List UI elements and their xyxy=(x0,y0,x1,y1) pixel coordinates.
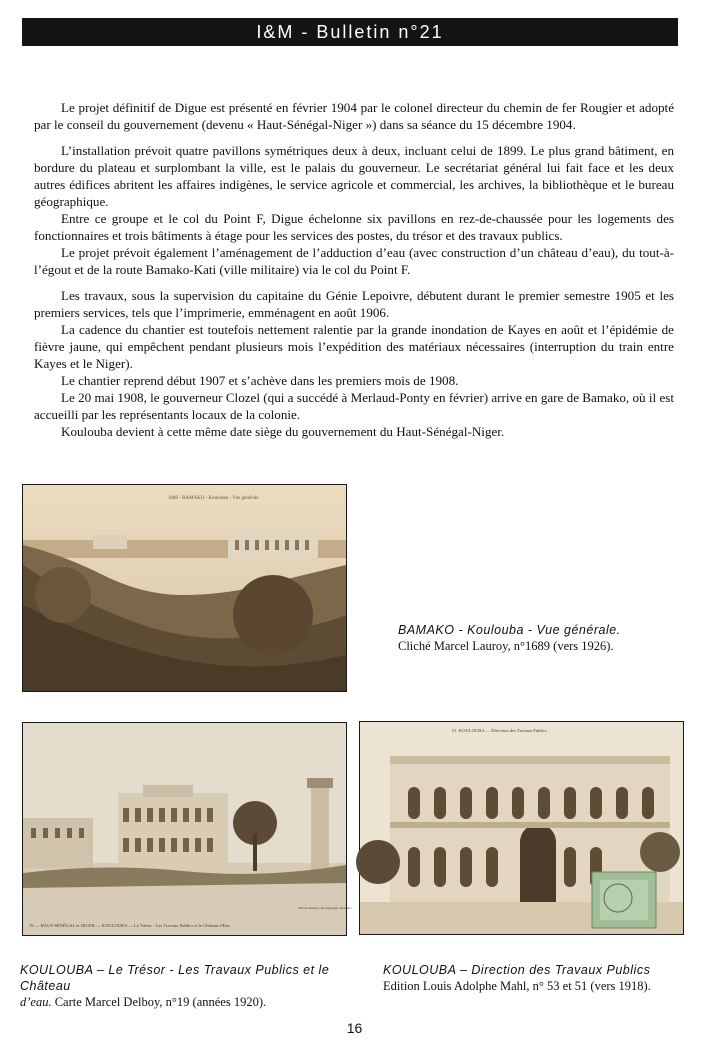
photo2-caption-continuation: d’eau. xyxy=(20,995,52,1009)
paragraph: Le chantier reprend début 1907 et s’achève dans les premiers mois de 1908. xyxy=(61,373,459,388)
photo2-caption-credit-line xyxy=(20,994,360,1010)
paragraph: Les travaux, sous la supervision du capitaine du Génie Lepoivre, débutent durant le premier semestre 1905 et les premiers services, tels que l’imprimerie, emménagent en août 1906. xyxy=(34,288,674,320)
paragraph: Entre ce groupe et le col du Point F, Digue échelonne six pavillons en rez-de-chaussée pour les logements des fonctionnaires et trois bâtiments à étage pour les services des postes, du trésor et des travaux publics. xyxy=(34,211,674,243)
bulletin-title: I&M - Bulletin n°21 xyxy=(256,22,444,42)
photo2-caption-title: KOULOUBA – Le Trésor - Les Travaux Publics et le Château xyxy=(20,963,330,993)
photo2-printed-credit: Marcel Delboy, photographe, Bamako xyxy=(298,906,352,910)
photo1-caption xyxy=(398,622,688,654)
photo2-printed-text: 19 — HAUT-SÉNÉGAL et NIGER — KOULOUBA — Le Trésor - Les Travaux Publics et le Château d'Eau xyxy=(29,923,230,928)
photo3-printed-text: 51. KOULOUBA — Direction des Travaux Publics xyxy=(452,728,547,733)
page-number: 16 xyxy=(346,1020,363,1036)
photo3-caption-credit: Edition Louis Adolphe Mahl, n° 53 et 51 (vers 1918). xyxy=(383,979,651,993)
tresor-travaux-publics-photo xyxy=(22,722,352,936)
direction-travaux-publics-photo xyxy=(359,721,684,935)
photo2-caption-credit: Carte Marcel Delboy, n°19 (années 1920). xyxy=(54,995,267,1009)
paragraph: Le 20 mai 1908, le gouverneur Clozel (qui a succédé à Merlaud-Ponty en février) arrive en gare de Bamako, où il est accueilli par les représentants locaux de la colonie. xyxy=(34,390,674,422)
photo1-printed-text: 1689 - BAMAKO - Koulouba - Vue générale xyxy=(168,496,259,501)
photo1-caption-credit: Cliché Marcel Lauroy, n°1689 (vers 1926). xyxy=(398,639,614,653)
paragraph: Le projet définitif de Digue est présenté en février 1904 par le colonel directeur du chemin de fer Rougier et adopté par le conseil du gouvernement (devenu « Haut-Sénégal-Niger ») dans sa séance du 15 décembre 1904. xyxy=(34,100,674,132)
photo3-caption xyxy=(383,962,693,994)
paragraph: L’installation prévoit quatre pavillons symétriques deux à deux, incluant celui de 1899. Le plus grand bâtiment, en bordure du plateau et surplombant la ville, est le palais du gouverneur. Le secrétariat général lui fait face et les deux autres édifices abritent les affaires indigènes, le service agricole et commercial, les archives, la bibliothèque et le bureau géographique. xyxy=(34,143,674,209)
paragraph: La cadence du chantier est toutefois nettement ralentie par la grande inondation de Kayes en août et l’épidémie de fièvre jaune, qui empêchent pendant plusieurs mois l’expédition des matériaux nécessaires (interruption du train entre Kayes et le Niger). xyxy=(34,322,674,371)
photo2-caption xyxy=(20,962,360,1010)
paragraph: Le projet prévoit également l’aménagement de l’adduction d’eau (avec construction d’un château d’eau), du tout-à-l’égout et de la route Bamako-Kati (ville militaire) via le col du Point F. xyxy=(34,245,674,277)
photo3-caption-title: KOULOUBA – Direction des Travaux Publics xyxy=(383,963,651,977)
koulouba-general-view-photo xyxy=(22,484,347,692)
photo1-caption-title: BAMAKO - Koulouba - Vue générale. xyxy=(398,623,621,637)
paragraph: Koulouba devient à cette même date siège du gouvernement du Haut-Sénégal-Niger. xyxy=(61,424,505,439)
bulletin-header xyxy=(22,18,678,46)
article-body xyxy=(34,99,674,440)
